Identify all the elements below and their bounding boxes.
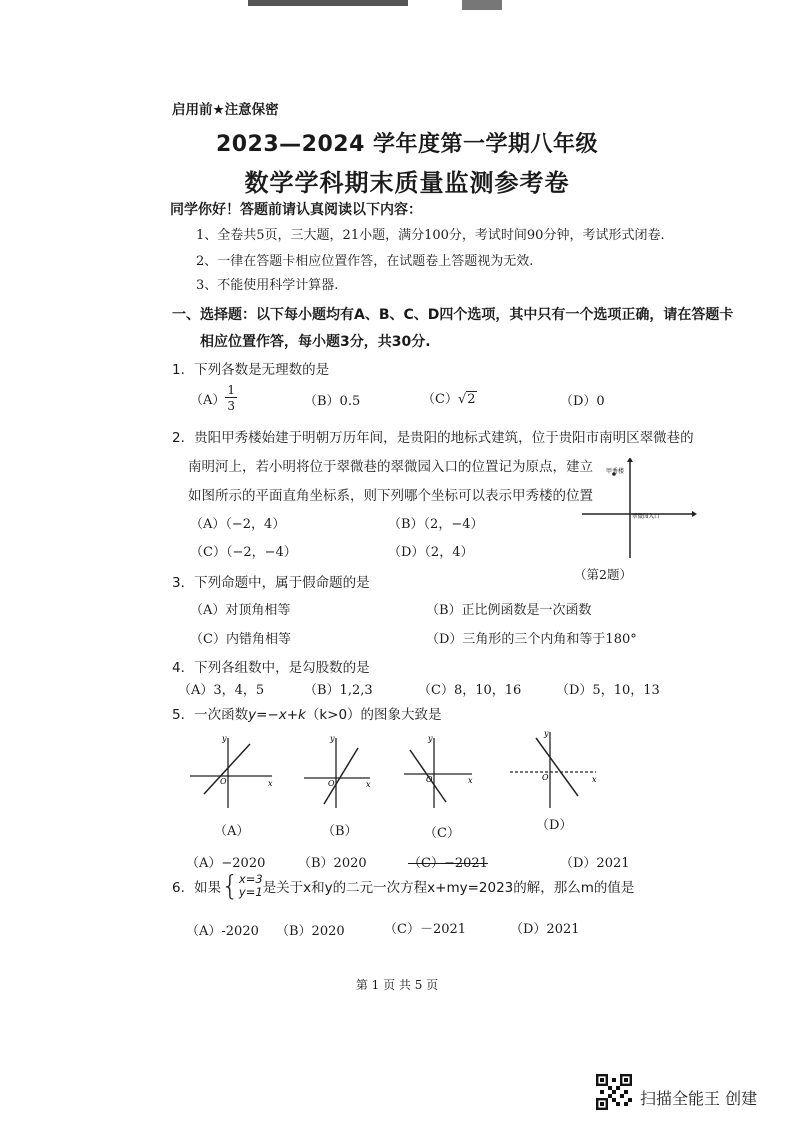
question-5-graph-c	[400, 732, 480, 812]
x-label: x	[366, 780, 371, 789]
fraction	[225, 384, 237, 412]
condition: （k>0）	[305, 707, 361, 723]
function-expression: y=−x+k	[248, 707, 306, 723]
question-3-option-a: （A）对顶角相等	[190, 603, 291, 618]
stem-text: 的图象大致是	[360, 707, 442, 723]
question-1-stem: 1．下列各数是无理数的是	[172, 362, 330, 378]
radical-sign: √	[457, 392, 467, 407]
origin-label: O	[328, 779, 335, 788]
question-1-option-a	[190, 384, 237, 412]
x-label: x	[468, 776, 473, 785]
origin-label: O	[542, 773, 549, 782]
system-lines	[239, 873, 263, 899]
origin-label: O	[220, 777, 227, 786]
instruction-item: 3、不能使用科学计算器.	[196, 278, 339, 293]
scan-artifact	[248, 0, 408, 6]
y-label: y	[428, 734, 433, 743]
numerator: 1	[227, 383, 236, 397]
instruction-item: 2、一律在答题卡相应位置作答，在试题卷上答题视为无效.	[196, 254, 534, 269]
function-line	[536, 738, 578, 796]
stem-text: 是关于x和y的二元一次方程x+my=2023的解，那么m的值是	[262, 880, 635, 896]
question-6-stem	[172, 869, 635, 902]
question-5-graph-b	[300, 732, 380, 812]
question-1-option-d: （D）0	[560, 394, 605, 409]
question-1-option-c	[422, 388, 477, 407]
exam-title-year: 2023—2024 学年度第一学期八年级	[215, 132, 599, 157]
origin-label: 翠微园入口	[632, 514, 660, 520]
stray-option-d: （D）2021	[560, 856, 630, 871]
sqrt	[458, 392, 477, 407]
question-2-stem-cont: 南明河上，若小明将位于翠微巷的翠微园入口的位置记为原点，建立	[188, 459, 593, 475]
x-label: x	[592, 775, 597, 784]
question-3-stem: 3．下列命题中，属于假命题的是	[172, 575, 370, 591]
question-3-option-d: （D）三角形的三个内角和等于180°	[426, 632, 637, 647]
option-label: （C）	[422, 392, 458, 407]
graph-d-label: （D）	[536, 818, 573, 833]
stem-text: 5．一次函数	[172, 707, 249, 723]
question-2-option-c: （C）（−2，−4）	[190, 545, 297, 560]
stray-option-a: （A）−2020	[186, 856, 266, 871]
question-6-option-a: （A）-2020	[186, 924, 259, 939]
brace-glyph: {	[221, 869, 239, 902]
equation-y: y=1	[238, 885, 263, 899]
question-5-graph-a	[186, 732, 278, 812]
question-6-option-c: （C）－2021	[384, 922, 467, 937]
page-number: 第 1 页 共 5 页	[355, 978, 439, 992]
question-2-option-b: （B）（2，−4）	[388, 517, 484, 532]
exam-title-subject: 数学学科期末质量监测参考卷	[244, 169, 570, 197]
stray-option-c: （C）−2021	[408, 856, 488, 871]
question-2-stem-cont: 如图所示的平面直角坐标系，则下列哪个坐标可以表示甲秀楼的位置	[188, 488, 593, 504]
question-4-option-c: （C）8，10，16	[418, 683, 522, 698]
instruction-item: 1、全卷共5页，三大题，21小题，满分100分，考试时间90分钟，考试形式闭卷.	[196, 228, 665, 243]
question-3-option-b: （B）正比例函数是一次函数	[426, 603, 592, 618]
graph-b-label: （B）	[322, 824, 358, 839]
section-heading: 一、选择题：以下每小题均有A、B、C、D四个选项，其中只有一个选项正确，请在答题卡	[172, 307, 734, 323]
equation-x: x=3	[238, 871, 263, 886]
question-2-option-d: （D）（2，4）	[388, 545, 474, 560]
section-heading-cont: 相应位置作答，每小题3分，共30分.	[200, 334, 431, 350]
question-2-stem: 2．贵阳甲秀楼始建于明朝万历年间，是贵阳的地标式建筑，位于贵阳市南明区翠微巷的	[172, 430, 694, 446]
question-2-caption: （第2题）	[574, 567, 632, 582]
function-line	[204, 744, 250, 794]
x-label: x	[268, 779, 273, 788]
denominator: 3	[227, 399, 236, 413]
confidential-label: 启用前★注意保密	[172, 102, 279, 118]
origin-label: O	[426, 775, 433, 784]
stray-option-b: （B）2020	[298, 856, 367, 871]
question-4-option-a: （A）3，4，5	[178, 683, 265, 698]
y-label: y	[544, 729, 549, 738]
y-label: y	[330, 734, 335, 743]
question-2-figure	[578, 458, 698, 562]
scan-artifact	[462, 0, 502, 10]
scanner-watermark: 扫描全能王 创建	[640, 1089, 758, 1108]
question-3-option-c: （C）内错角相等	[190, 632, 291, 647]
question-6-option-d: （D）2021	[510, 922, 580, 937]
instructions-greeting: 同学你好！答题前请认真阅读以下内容：	[170, 202, 422, 218]
question-1-option-b: （B）0.5	[304, 394, 361, 409]
graph-a-label: （A）	[214, 824, 250, 839]
question-5-graph-d	[506, 726, 602, 812]
y-axis-arrow	[627, 458, 633, 462]
landmark-label: 甲秀楼	[606, 468, 625, 475]
question-4-option-b: （B）1,2,3	[304, 683, 373, 698]
question-4-stem: 4．下列各组数中，是勾股数的是	[172, 660, 370, 676]
function-line	[324, 748, 358, 804]
question-4-option-d: （D）5，10，13	[556, 683, 660, 698]
radicand: 2	[467, 392, 476, 407]
x-axis-arrow	[692, 511, 697, 517]
stem-text: 6．如果	[172, 880, 222, 896]
equation-system	[221, 869, 263, 902]
option-label: （A）	[190, 392, 226, 408]
question-5-stem	[172, 703, 442, 723]
qr-code-icon	[596, 1074, 632, 1110]
question-6-option-b: （B）2020	[276, 924, 345, 939]
question-2-option-a: （A）（−2，4）	[190, 517, 286, 532]
graph-c-label: （C）	[424, 826, 460, 841]
y-label: y	[222, 734, 227, 743]
